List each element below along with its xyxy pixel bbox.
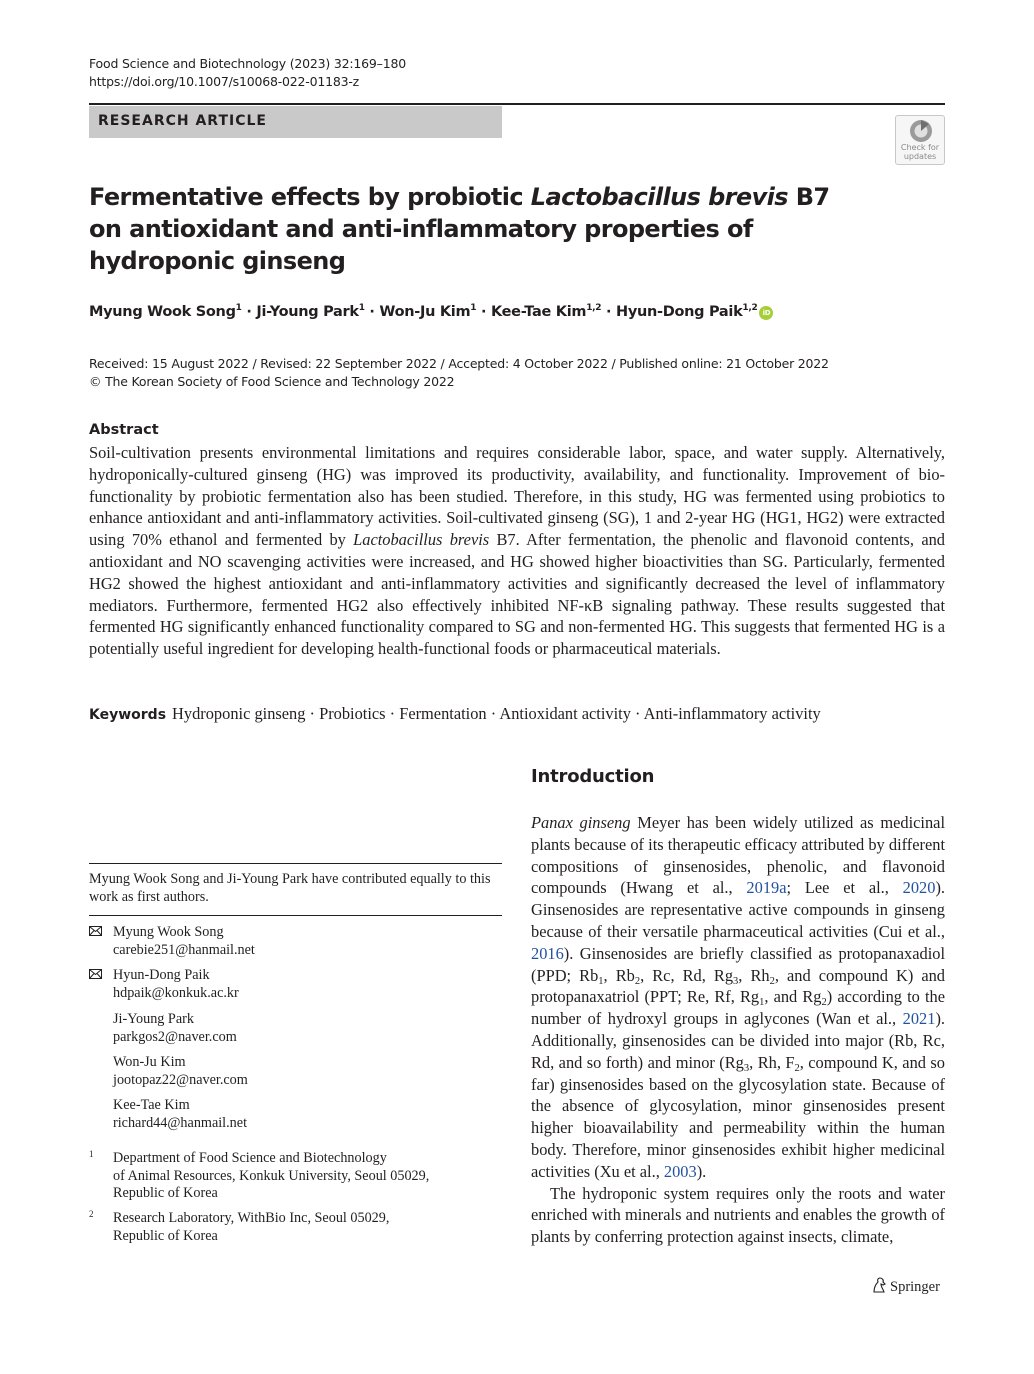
journal-header [89,55,406,91]
correspondent-name: Hyun-Dong Paik [113,967,210,983]
affiliation-number: 2 [89,1209,94,1219]
correspondent-email[interactable]: carebie251@hanmail.net [113,941,255,958]
author-contact-name: Won-Ju Kim [113,1054,186,1070]
footnote-rule [89,915,502,916]
citation-link[interactable]: 2003 [663,1161,697,1181]
check-for-updates-label: Check for updates [900,143,940,161]
citation-link[interactable]: 2019a [746,878,787,898]
check-for-updates-badge[interactable] [895,115,945,165]
abstract-heading: Abstract [89,422,159,438]
citation-link[interactable]: 2020 [902,878,936,898]
copyright-line: © The Korean Society of Food Science and Technology 2022 [89,373,455,389]
publisher-logo [871,1277,940,1296]
author-contact-name: Ji-Young Park [113,1011,194,1027]
author-contact-email[interactable]: richard44@hanmail.net [113,1114,248,1131]
author-name: Myung Wook Song [89,303,236,320]
author-contact-email[interactable]: parkgos2@naver.com [113,1028,237,1045]
citation-link[interactable]: 2016 [531,943,564,963]
author-name: Kee-Tae Kim [490,303,587,320]
check-for-updates-icon [907,119,935,143]
publisher-name: Springer [890,1279,940,1295]
author-contact-name: Kee-Tae Kim [113,1097,190,1113]
keywords-label: Keywords [89,707,167,723]
author-name: Ji-Young Park [256,303,359,320]
journal-citation: Food Science and Biotechnology (2023) 32:169–180 [89,56,406,71]
author-name: Hyun-Dong Paik [615,303,743,320]
springer-horse-icon [871,1277,887,1294]
keywords [89,704,821,724]
header-rule [89,103,945,105]
author-contact-email[interactable]: jootopaz22@naver.com [113,1071,248,1088]
author-name: Won-Ju Kim [379,303,471,320]
history-dates: Received: 15 August 2022 / Revised: 22 September 2022 / Accepted: 4 October 2022 / Published online: 21 October 2022 [89,356,829,371]
citation-link[interactable]: 2021 [902,1009,936,1029]
intro-paragraph: Panax ginseng Meyer has been widely utilized as medicinal plants because of its therapeutic efficacy attributed by different compositions of ginsenosides, phenolic, and flavonoid compounds (Hwang et al., 2019a; Lee et al., 2020). Ginsenosides are representative active compounds in ginseng because of their versatile pharmaceutical activities (Cui et al., 2016). Ginsenosides are briefly classified as protopanaxadiol (PPD; $Rb_1$, $Rb_2$, Rc, Rd, $Rg_3$, $Rh_2$, and compound K) and protopanaxatriol (PPT; Re, Rf, $Rg_1$, and $Rg_2$) according to the number of hydroxyl groups in aglycones (Wan et al., 2021). Additionally, ginsenosides can be divided into major (Rb, Rc, Rd, and so forth) and minor ($Rg_3$, Rh, $F_2$, compound K, and so far) ginsenosides based on the glycosylation state. Because of the absence of glycosylation, minor ginsenosides present higher bioavailability and permeability within the human body. Therefore, minor ginsenosides exhibit higher medicinal activities (Xu et al., 2003). [531,813,946,1181]
correspondent-email[interactable]: hdpaik@konkuk.ac.kr [113,984,239,1001]
article-title: Fermentative effects by probiotic Lactobacillus brevis B7 on antioxidant and anti-inflammatory properties of hydroponic ginseng [89,183,830,275]
article-type-banner [89,106,502,138]
introduction-heading: Introduction [531,766,655,787]
affiliation-number: 1 [89,1149,94,1159]
introduction-text [531,812,945,1248]
envelope-icon [89,926,102,936]
author-list: Myung Wook Song$^1$ · Ji-Young Park$^1$ · Won-Ju Kim$^1$ · Kee-Tae Kim$^{1,2}$ · Hyun-Dong Paik$^{1,2}$ iD [89,303,773,320]
publication-dates [89,355,829,390]
article-type-label: RESEARCH ARTICLE [98,113,267,129]
doi-link[interactable]: https://doi.org/10.1007/s10068-022-01183-z [89,74,360,89]
correspondent-name: Myung Wook Song [113,924,224,940]
intro-paragraph: The hydroponic system requires only the roots and water enriched with minerals and nutrients and enables the growth of plants by conferring protection against insects, climate, [531,1183,945,1247]
abstract-text: Soil-cultivation presents environmental limitations and requires considerable labor, space, and water supply. Alternatively, hydroponically-cultured ginseng (HG) was improved its productivity, availability, and functionality. Improvement of bio-functionality by probiotic fermentation also has been studied. Therefore, in this study, HG was fermented using probiotics to enhance antioxidant and anti-inflammatory activities. Soil-cultivated ginseng (SG), 1 and 2-year HG (HG1, HG2) were extracted using 70% ethanol and fermented by Lactobacillus brevis B7. After fermentation, the phenolic and flavonoid contents, and antioxidant and NO scavenging activities were increased, and HG showed higher bioactivities than SG. Particularly, fermented HG2 showed the highest antioxidant and anti-inflammatory activities and significantly decreased the level of inflammatory mediators. Furthermore, fermented HG2 also effectively inhibited NF-κB signaling pathway. These results suggested that fermented HG significantly enhanced functionality compared to SG and non-fermented HG. This suggests that fermented HG is a potentially useful ingredient for developing health-functional foods or pharmaceutical materials. [89,443,945,659]
orcid-icon[interactable]: iD [759,306,773,320]
equal-contribution-note: Myung Wook Song and Ji-Young Park have contributed equally to this work as first authors. [89,871,491,905]
footnote-rule [89,863,502,864]
keywords-list: Hydroponic ginseng · Probiotics · Fermentation · Antioxidant activity · Anti-inflammatory activity [172,704,821,723]
envelope-icon [89,969,102,979]
